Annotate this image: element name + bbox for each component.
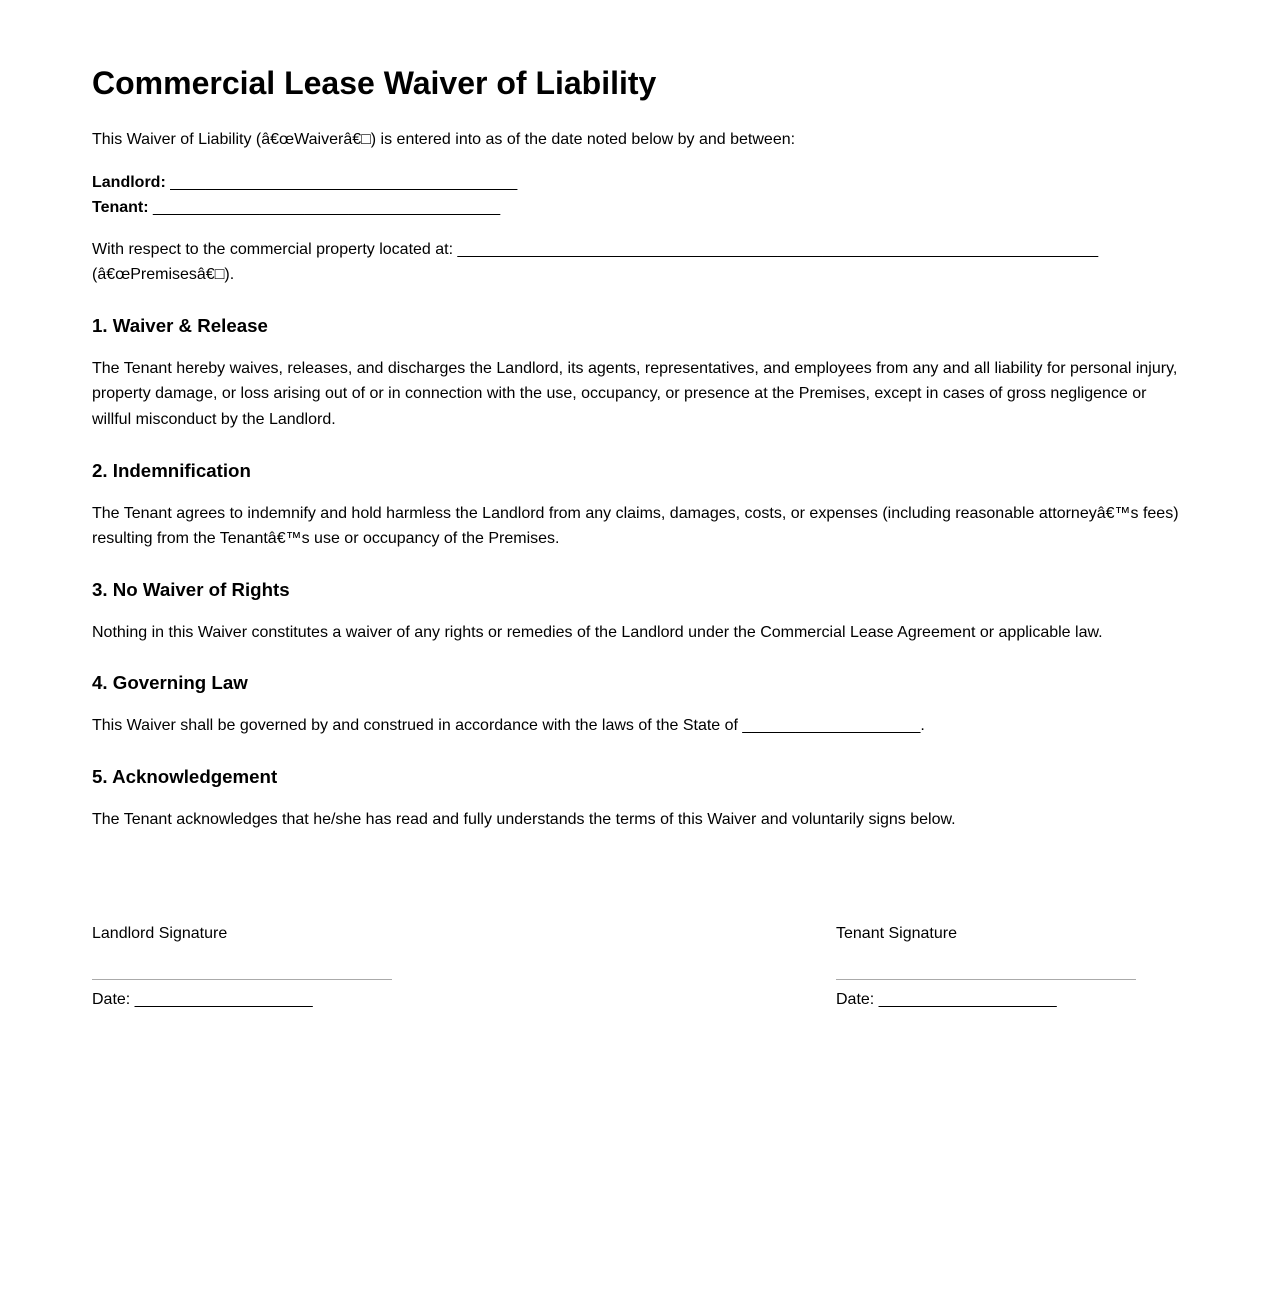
landlord-date-blank[interactable]: ____________________	[134, 990, 313, 1008]
section-heading: 4. Governing Law	[92, 672, 248, 694]
tenant-field	[92, 195, 1186, 220]
tenant-signature	[836, 921, 1136, 1012]
section-heading: 3. No Waiver of Rights	[92, 578, 290, 600]
date-label: Date:	[92, 990, 135, 1008]
tenant-label: Tenant:	[92, 198, 149, 216]
section-indemnification	[92, 458, 1186, 552]
section-governing-law	[92, 670, 1186, 739]
section-heading: 1. Waiver & Release	[92, 314, 268, 336]
section-no-waiver-of-rights	[92, 577, 1186, 646]
section-acknowledgement	[92, 764, 1186, 833]
premises-paragraph	[92, 237, 1186, 288]
tenant-signature-line[interactable]	[836, 979, 1136, 980]
section-heading: 5. Acknowledgement	[92, 765, 278, 787]
landlord-signature-line[interactable]	[92, 979, 392, 980]
intro-paragraph: This Waiver of Liability (â€œWaiverâ€□) is entered into as of the date noted below by and between:	[92, 131, 796, 148]
landlord-field	[92, 170, 1186, 195]
section-heading: 2. Indemnification	[92, 459, 251, 481]
section-body: The Tenant agrees to indemnify and hold harmless the Landlord from any claims, damages, costs, or expenses (including reasonable attorneyâ€™s fees) resulting from the Tenantâ€™s use or occupancy of the Premises.	[92, 504, 1179, 548]
section-body: Nothing in this Waiver constitutes a waiver of any rights or remedies of the Landlord under the Commercial Lease Agreement or applicable law.	[92, 623, 1103, 641]
tenant-date-field	[836, 987, 1136, 1012]
section-body: The Tenant acknowledges that he/she has read and fully understands the terms of this Waiver and voluntarily signs below.	[92, 810, 956, 828]
signature-block	[92, 921, 1136, 1012]
tenant-date-blank[interactable]: ____________________	[878, 990, 1057, 1008]
tenant-blank[interactable]: _______________________________________	[153, 198, 501, 216]
section-body: The Tenant hereby waives, releases, and discharges the Landlord, its agents, representatives, and employees from any and all liability for personal injury, property damage, or loss arising out of or in connection with the use, occupancy, or presence at the Premises, except in cases of gross negligence or willful misconduct by the Landlord.	[92, 359, 1178, 428]
parties-block	[92, 170, 1186, 220]
premises-text: With respect to the commercial property located at:	[92, 240, 458, 258]
tenant-signature-label: Tenant Signature	[836, 924, 957, 942]
landlord-label: Landlord:	[92, 173, 166, 191]
premises-suffix: (â€œPremisesâ€□).	[92, 266, 235, 284]
section-waiver-release	[92, 313, 1186, 433]
section-body: This Waiver shall be governed by and construed in accordance with the laws of the State of ____________________.	[92, 717, 925, 735]
premises-address-blank[interactable]: ________________________________________________________________________	[457, 240, 1099, 258]
landlord-signature-label: Landlord Signature	[92, 924, 228, 942]
document-title: Commercial Lease Waiver of Liability	[92, 65, 657, 101]
landlord-date-field	[92, 987, 392, 1012]
landlord-blank[interactable]: _______________________________________	[170, 173, 518, 191]
date-label: Date:	[836, 990, 879, 1008]
landlord-signature	[92, 921, 392, 1012]
